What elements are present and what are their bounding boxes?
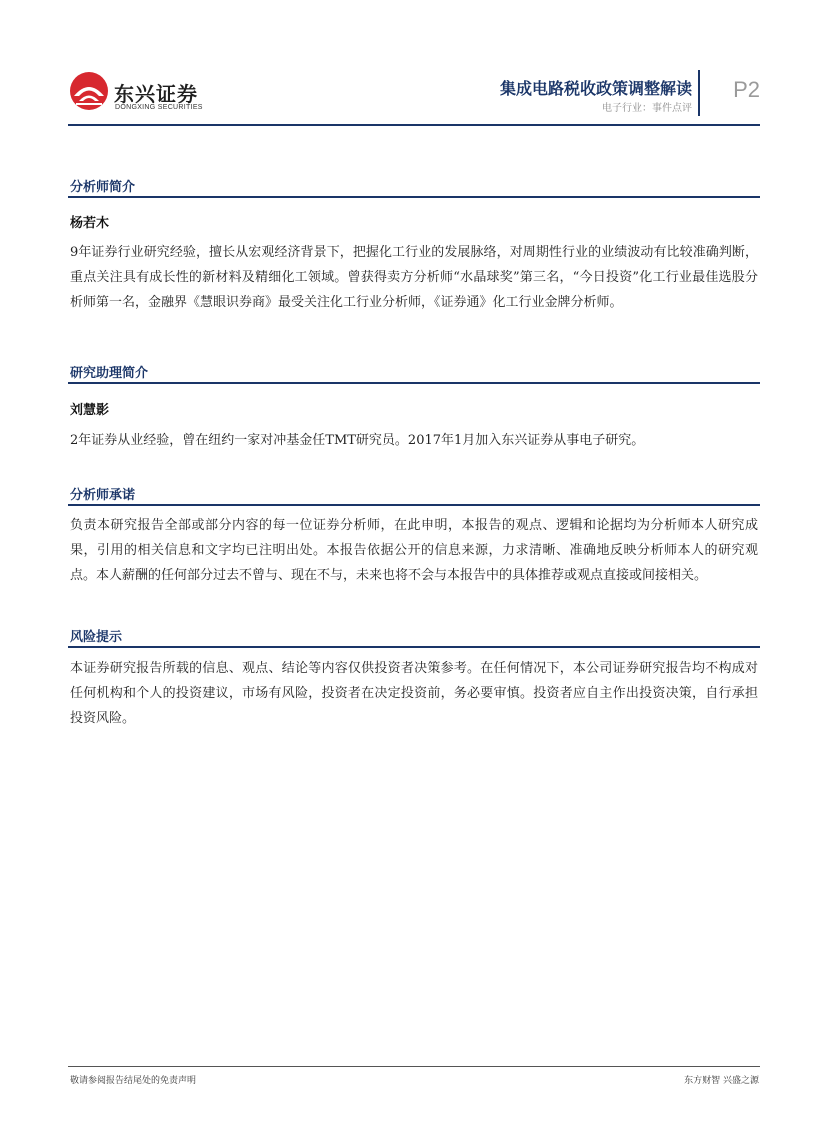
section-analyst-heading xyxy=(68,176,760,198)
section-rule xyxy=(68,382,760,384)
risk-text: 本证券研究报告所载的信息、观点、结论等内容仅供投资者决策参考。在任何情况下，本公司证券研究报告均不构成对任何机构和个人的投资建议，市场有风险，投资者在决定投资前，务必要审慎。投资者应自主作出投资决策，自行承担投资风险。 xyxy=(70,661,758,726)
section-rule xyxy=(68,196,760,198)
section-rule xyxy=(68,646,760,648)
footer-slogan: 东方财智 兴盛之源 xyxy=(684,1076,759,1086)
header-divider xyxy=(698,70,700,116)
company-logo xyxy=(68,70,203,120)
commitment-text: 负责本研究报告全部或部分内容的每一位证券分析师，在此申明，本报告的观点、逻辑和论据均为分析师本人研究成果，引用的相关信息和文字均已注明出处。本报告依据公开的信息来源，力求清晰、准确地反映分析师本人的研究观点。本人薪酬的任何部分过去不曾与、现在不与，未来也将不会与本报告中的具体推荐或观点直接或间接相关。 xyxy=(70,518,758,583)
section-commitment-heading xyxy=(68,484,760,506)
page-number: P2 xyxy=(733,77,760,102)
footer-rule xyxy=(68,1066,760,1067)
header-rule xyxy=(68,124,760,126)
section-title: 风险提示 xyxy=(70,630,123,645)
section-rule xyxy=(68,504,760,506)
assistant-bio: 2年证券从业经验，曾在纽约一家对冲基金任TMT研究员。2017年1月加入东兴证券从事电子研究。 xyxy=(70,433,645,448)
page-header xyxy=(68,64,760,126)
section-risk-heading xyxy=(68,626,760,648)
logo-english-name: DONGXING SECURITIES xyxy=(115,104,203,111)
section-title: 研究助理简介 xyxy=(70,366,149,381)
report-title: 集成电路税收政策调整解读 xyxy=(499,79,692,98)
footer-disclaimer-note: 敬请参阅报告结尾处的免责声明 xyxy=(70,1076,197,1086)
section-title: 分析师承诺 xyxy=(70,488,136,503)
logo-chinese-name: 东兴证券 xyxy=(114,82,198,106)
report-subtitle: 电子行业：事件点评 xyxy=(602,103,692,114)
assistant-name: 刘慧影 xyxy=(70,403,110,418)
section-assistant-heading xyxy=(68,362,760,384)
section-title: 分析师简介 xyxy=(70,180,136,195)
dongxing-logo-icon xyxy=(68,70,110,112)
analyst-name: 杨若木 xyxy=(70,216,110,231)
analyst-bio: 9年证券行业研究经验，擅长从宏观经济背景下，把握化工行业的发展脉络，对周期性行业的业绩波动有比较准确判断，重点关注具有成长性的新材料及精细化工领域。曾获得卖方分析师“水晶球奖”第三名，“今日投资”化工行业最佳选股分析师第一名，金融界《慧眼识券商》最受关注化工行业分析师，《证券通》化工行业金牌分析师。 xyxy=(70,245,758,310)
